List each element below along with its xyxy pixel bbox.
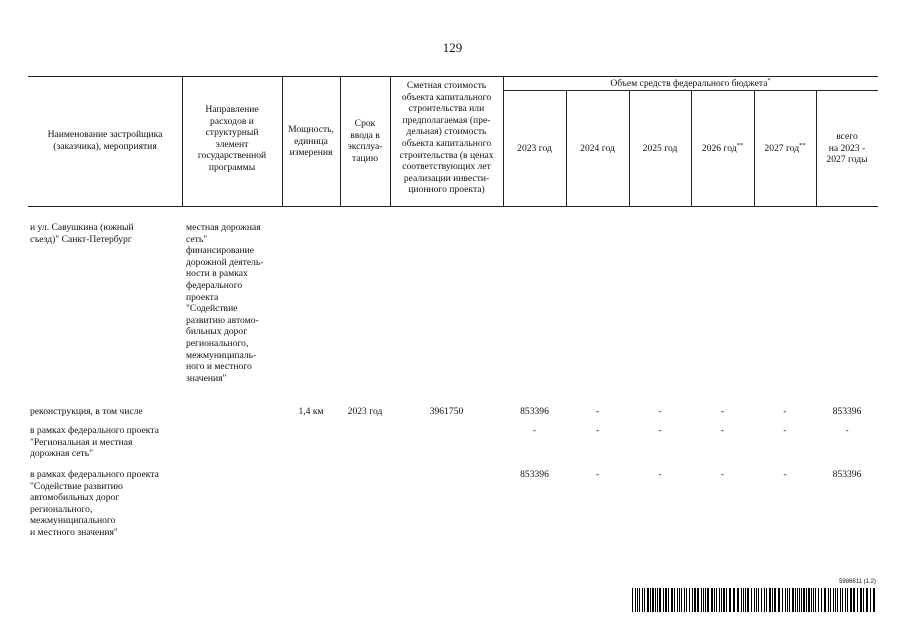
barcode-bar <box>692 588 693 612</box>
row-2-name: реконструкция, в том числе <box>30 406 143 417</box>
row-2-2023: 853396 <box>520 406 549 417</box>
row-4-2027: - <box>783 469 787 480</box>
barcode-bar <box>797 588 798 612</box>
barcode-bar <box>657 588 658 612</box>
barcode-bar <box>870 588 871 612</box>
barcode-bar <box>671 588 673 612</box>
barcode-bar <box>842 588 843 612</box>
row-3-2023: - <box>532 425 537 436</box>
barcode-bar <box>684 588 685 612</box>
barcode-bar <box>837 588 838 612</box>
barcode-bar <box>747 588 749 612</box>
barcode-bar <box>828 588 829 612</box>
header-year-2023 <box>503 143 566 155</box>
barcode-bar <box>637 588 638 612</box>
barcode-bar <box>719 588 720 612</box>
barcode-bar <box>830 588 831 612</box>
barcode-bar <box>635 588 636 612</box>
row-3-name: в рамках федерального проекта "Региональная и местная дорожная сеть" <box>30 425 159 460</box>
header-capacity: Мощность, единица измерения <box>288 124 334 159</box>
barcode-bar <box>818 588 819 612</box>
row-2-cost: 3961750 <box>429 406 464 417</box>
footnote-mark: ** <box>799 141 806 149</box>
barcode <box>632 588 876 612</box>
header-year-2027 <box>754 143 816 155</box>
barcode-bar <box>789 588 790 612</box>
row-3-total: - <box>845 425 849 436</box>
col-divider <box>503 76 504 206</box>
header-federal-budget <box>503 78 878 90</box>
barcode-bar <box>697 588 699 612</box>
header-year-2025 <box>629 143 691 155</box>
barcode-bar <box>758 588 759 612</box>
barcode-bar <box>857 588 858 612</box>
row-4-name: в рамках федерального проекта "Содействие развитию автомобильных дорог регионального, межмуниципального и местного значения" <box>30 469 159 538</box>
year-label: 2025 год <box>642 143 678 154</box>
header-total: всего на 2023 - 2027 годы <box>826 131 868 166</box>
row-3-2026: - <box>720 425 725 436</box>
page-number: 129 <box>442 40 463 55</box>
barcode-bar <box>639 588 640 612</box>
row-2-2027: - <box>783 406 787 417</box>
barcode-bar <box>701 588 702 612</box>
barcode-bar <box>642 588 643 612</box>
row-2-total: 853396 <box>832 406 862 417</box>
barcode-bar <box>663 588 664 612</box>
barcode-bar <box>741 588 742 612</box>
row-2-2025: - <box>658 406 662 417</box>
row-4-2023: 853396 <box>520 469 549 480</box>
barcode-bar <box>845 588 846 612</box>
barcode-bar <box>774 588 776 612</box>
row-4-2025: - <box>658 469 662 480</box>
barcode-bar <box>716 588 717 612</box>
barcode-bar <box>677 588 678 612</box>
barcode-bar <box>665 588 667 612</box>
row-3-2024: - <box>595 425 600 436</box>
barcode-bar <box>782 588 783 612</box>
barcode-bar <box>655 588 656 612</box>
barcode-bar <box>632 588 633 612</box>
header-term: Срок ввода в эксплуа- тацию <box>347 118 383 164</box>
barcode-bar <box>764 588 765 612</box>
header-year-2024 <box>566 143 629 155</box>
barcode-bar <box>860 588 862 612</box>
barcode-bar <box>707 588 709 612</box>
row-4-2024: - <box>595 469 600 480</box>
table-header-bottom-border <box>28 206 878 207</box>
barcode-bar <box>743 588 744 612</box>
barcode-bar <box>650 588 651 612</box>
year-label: 2026 год <box>701 143 737 154</box>
barcode-bar <box>815 588 816 612</box>
barcode-bar <box>795 588 796 612</box>
barcode-bar <box>705 588 706 612</box>
barcode-bar <box>721 588 722 612</box>
barcode-bar <box>711 588 713 612</box>
row-1-name: и ул. Савушкина (южный съезд)" Санкт-Петербург <box>30 222 134 245</box>
row-3-2025: - <box>658 425 662 436</box>
row-2-capacity: 1,4 км <box>298 406 324 417</box>
year-label: 2027 год <box>764 143 800 154</box>
barcode-bar <box>737 588 739 612</box>
barcode-bar <box>824 588 826 612</box>
row-2-term: 2023 год <box>347 406 383 417</box>
header-direction: Направление расходов и структурный элемент государственной программы <box>197 104 267 173</box>
barcode-bar <box>689 588 690 612</box>
barcode-bar <box>801 588 802 612</box>
barcode-bar <box>668 588 669 612</box>
barcode-bar <box>778 588 780 612</box>
barcode-bar <box>723 588 725 612</box>
barcode-bar <box>679 588 680 612</box>
barcode-bar <box>863 588 864 612</box>
barcode-bar <box>745 588 746 612</box>
barcode-bar <box>751 588 752 612</box>
year-label: 2023 год <box>517 143 552 154</box>
barcode-bar <box>811 588 812 612</box>
barcode-bar <box>681 588 682 612</box>
row-3-2027: - <box>783 425 787 436</box>
footnote-mark: * <box>767 76 771 84</box>
barcode-bar <box>766 588 767 612</box>
barcode-bar <box>808 588 810 612</box>
barcode-bar <box>850 588 852 612</box>
barcode-bar <box>729 588 731 612</box>
barcode-bar <box>756 588 757 612</box>
barcode-bar <box>873 588 875 612</box>
barcode-bar <box>833 588 834 612</box>
barcode-bar <box>714 588 715 612</box>
row-2-2024: - <box>595 406 600 417</box>
barcode-bar <box>821 588 822 612</box>
table-top-border <box>28 76 878 77</box>
barcode-bar <box>644 588 645 612</box>
barcode-bar <box>694 588 696 612</box>
barcode-bar <box>806 588 807 612</box>
row-4-2026: - <box>720 469 725 480</box>
row-2-2026: - <box>720 406 725 417</box>
barcode-bar <box>726 588 727 612</box>
header-cost: Сметная стоимость объекта капитального строительства или предполагаемая (пре- дельная) стоимость объекта капитального строительства (в ценах соответствующих лет реализации инвести- ционного проекта) <box>399 80 494 196</box>
row-4-total: 853396 <box>832 469 862 480</box>
barcode-bar <box>652 588 654 612</box>
barcode-bar <box>769 588 771 612</box>
barcode-bar <box>674 588 675 612</box>
barcode-bar <box>785 588 786 612</box>
row-1-direction: местная дорожная сеть" финансирование дорожной деятель- ности в рамках федерального проекта "Содействие развитию автомо- бильных дорог регионального, межмуниципаль- ного и местного значения" <box>186 222 264 384</box>
barcode-bar <box>847 588 848 612</box>
footnote-mark: ** <box>736 141 744 149</box>
barcode-bar <box>733 588 735 612</box>
barcode-bar <box>853 588 855 612</box>
barcode-bar <box>799 588 800 612</box>
barcode-bar <box>803 588 805 612</box>
barcode-bar <box>686 588 687 612</box>
barcode-bar <box>866 588 868 612</box>
barcode-bar <box>813 588 814 612</box>
barcode-bar <box>761 588 762 612</box>
year-label: 2024 год <box>580 143 615 154</box>
barcode-bar <box>703 588 704 612</box>
barcode-bar <box>787 588 788 612</box>
barcode-bar <box>835 588 836 612</box>
header-year-2026 <box>691 143 754 155</box>
barcode-bar <box>792 588 794 612</box>
barcode-bar <box>647 588 649 612</box>
barcode-bar <box>659 588 661 612</box>
barcode-number: 5986611 (1.2) <box>839 579 876 585</box>
barcode-bar <box>772 588 773 612</box>
barcode-bar <box>840 588 841 612</box>
barcode-bar <box>754 588 755 612</box>
header-name: Наименование застройщика (заказчика), мероприятия <box>47 129 163 152</box>
federal-budget-label: Объем средств федерального бюджета <box>610 78 768 89</box>
